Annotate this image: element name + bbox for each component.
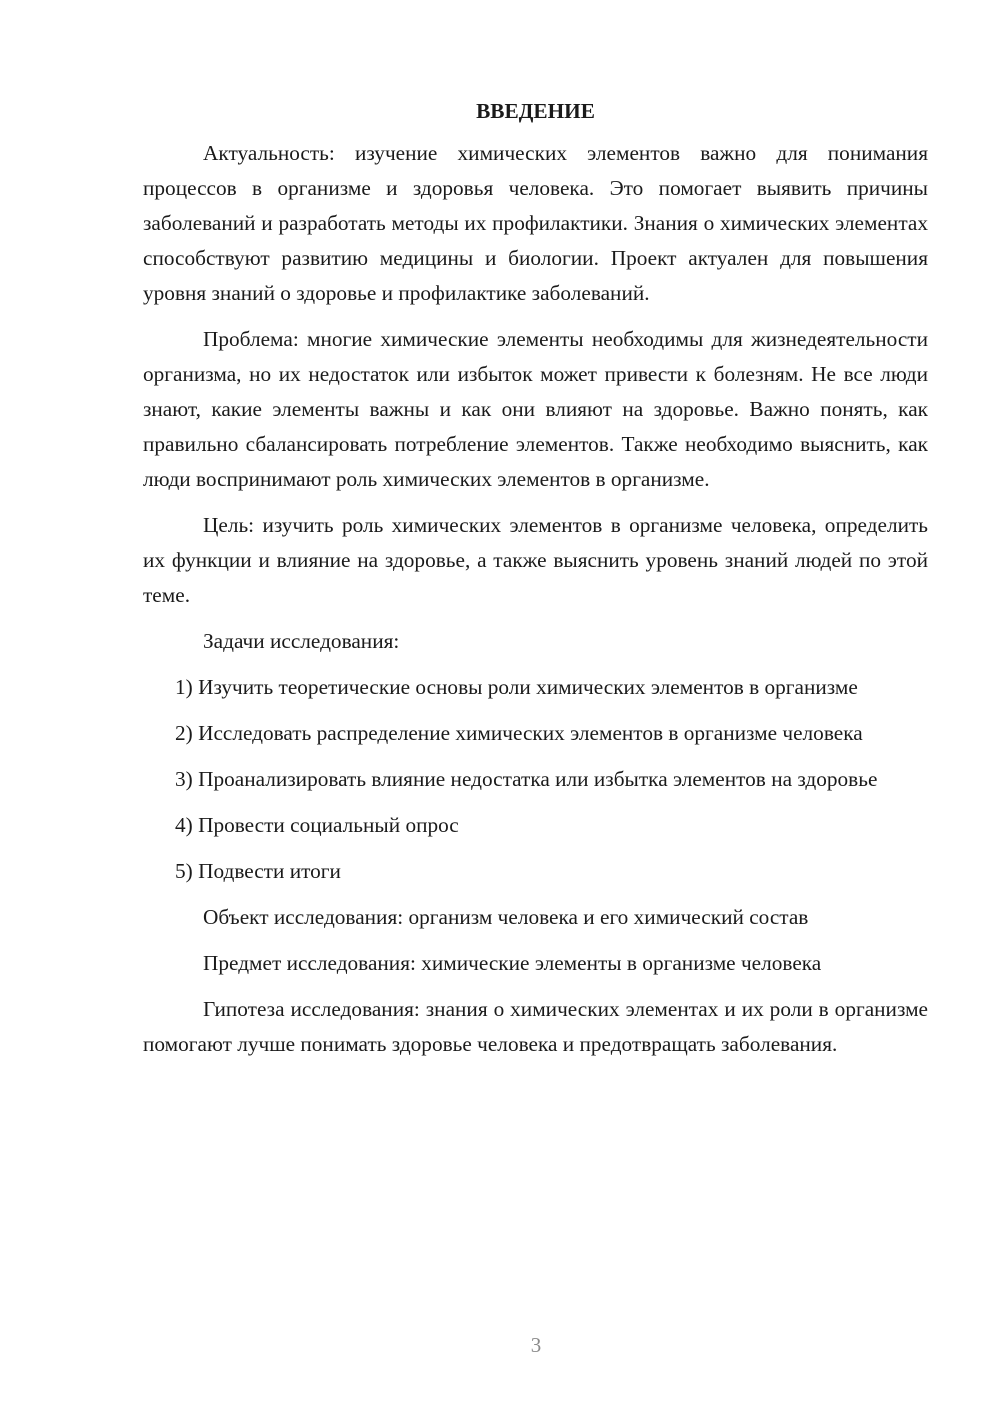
document-page bbox=[143, 96, 928, 1073]
task-item: 3) Проанализировать влияние недостатка или избытка элементов на здоровье bbox=[175, 767, 878, 791]
task-item: 1) Изучить теоретические основы роли химических элементов в организме bbox=[175, 675, 858, 699]
task-item: 2) Исследовать распределение химических элементов в организме человека bbox=[175, 721, 863, 745]
task-item: 5) Подвести итоги bbox=[175, 859, 341, 883]
research-object: Объект исследования: организм человека и его химический состав bbox=[203, 905, 809, 929]
page-title: ВВЕДЕНИЕ bbox=[476, 99, 595, 123]
tasks-title: Задачи исследования: bbox=[203, 629, 400, 653]
page-number: 3 bbox=[530, 1333, 542, 1357]
problem-paragraph: Проблема: многие химические элементы необходимы для жизнедеятельности организма, но их недостаток или избыток может привести к болезням. Не все люди знают, какие элементы важны и как они влияют на здоровье. Важно понять, как правильно сбалансировать потребление элементов. Также необходимо выяснить, как люди воспринимают роль химических элементов в организме. bbox=[143, 327, 928, 491]
research-subject: Предмет исследования: химические элементы в организме человека bbox=[203, 951, 822, 975]
goal-paragraph: Цель: изучить роль химических элементов в организме человека, определить их функции и влияние на здоровье, а также выяснить уровень знаний людей по этой теме. bbox=[143, 513, 928, 607]
task-item: 4) Провести социальный опрос bbox=[175, 813, 459, 837]
research-hypothesis: Гипотеза исследования: знания о химических элементах и их роли в организме помогают лучше понимать здоровье человека и предотвращать заболевания. bbox=[143, 997, 928, 1056]
relevance-paragraph: Актуальность: изучение химических элементов важно для понимания процессов в организме и здоровья человека. Это помогает выявить причины заболеваний и разработать методы их профилактики. Знания о химических элементах способствуют развитию медицины и биологии. Проект актуален для повышения уровня знаний о здоровье и профилактике заболеваний. bbox=[143, 141, 928, 305]
